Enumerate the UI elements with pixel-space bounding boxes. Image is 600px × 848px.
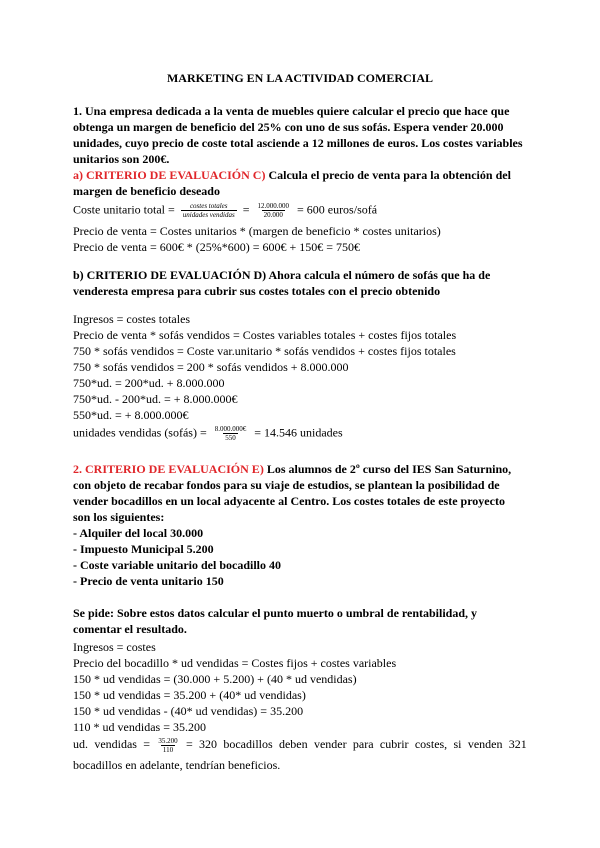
q2-heading — [73, 462, 511, 476]
qb-equation: 750*ud. - 200*ud. = + 8.000.000€ — [73, 392, 238, 406]
fraction-denominator: 110 — [162, 746, 174, 754]
result-word: 321 — [508, 737, 527, 751]
qb-heading-line-2: venderesta empresa para cubrir sus costes totales con el precio obtenido — [73, 284, 441, 298]
qb-equation: 750 * sofás vendidos = Coste var.unitario * sofás vendidos + costes fijos totales — [73, 344, 456, 358]
coste-prefix: Coste unitario total = — [73, 202, 178, 217]
se-pide-line-1: Se pide: Sobre estos datos calcular el punto muerto o umbral de rentabilidad, y — [73, 606, 478, 620]
result-word: = — [185, 737, 193, 751]
result-word: deben — [278, 737, 308, 751]
q2-line: son los siguientes: — [73, 510, 165, 524]
coste-suffix: = 600 euros/sofá — [293, 202, 378, 217]
q2-list-item: - Precio de venta unitario 150 — [73, 574, 224, 588]
result-word: bocadillos — [223, 737, 273, 751]
equals-sign: = — [239, 202, 253, 217]
result-word: = — [143, 737, 151, 751]
q2-list-item: - Alquiler del local 30.000 — [73, 526, 204, 540]
q2-equation: 110 * ud vendidas = 35.200 — [73, 720, 206, 734]
qb-equation: 550*ud. = + 8.000.000€ — [73, 408, 189, 422]
qa-criterio-label: a) CRITERIO DE EVALUACIÓN C) — [73, 168, 266, 182]
q2-heading-text: Los alumnos de 2º curso del IES San Saturnino, — [263, 462, 512, 476]
q2-equation: 150 * ud vendidas = 35.200 + (40* ud vendidas) — [73, 688, 306, 702]
qb-equation: Precio de venta * sofás vendidos = Costes variables totales + costes fijos totales — [73, 328, 457, 342]
q1-line-4: unitarios son 200€. — [73, 152, 170, 166]
q2-result-line-2: bocadillos en adelante, tendrían beneficios. — [73, 758, 281, 772]
fraction-bocadillos — [156, 737, 179, 754]
fraction-costes — [181, 202, 237, 219]
q2-equation: 150 * ud vendidas = (30.000 + 5.200) + (40 * ud vendidas) — [73, 672, 357, 686]
qa-heading — [73, 168, 511, 182]
q2-equation: Ingresos = costes — [73, 640, 156, 654]
unidades-suffix: = 14.546 unidades — [251, 425, 343, 440]
q2-line: vender bocadillos en un local adyacente al Centro. Los costes totales de este proyecto — [73, 494, 505, 508]
precio-calculation: Precio de venta = 600€ * (25%*600) = 600€ + 150€ = 750€ — [73, 240, 361, 254]
qa-heading-text: Calcula el precio de venta para la obtención del — [265, 168, 511, 182]
se-pide-line-2: comentar el resultado. — [73, 622, 187, 636]
q2-criterio-label: 2. CRITERIO DE EVALUACIÓN E) — [73, 462, 264, 476]
qb-equation: 750 * sofás vendidos = 200 * sofás vendidos + 8.000.000 — [73, 360, 349, 374]
q2-equation: Precio del bocadillo * ud vendidas = Costes fijos + costes variables — [73, 656, 397, 670]
qb-heading-line-1: b) CRITERIO DE EVALUACIÓN D) Ahora calcula el número de sofás que ha de — [73, 268, 491, 282]
unidades-vendidas-equation — [73, 425, 343, 442]
q1-line-2: obtenga un margen de beneficio del 25% con uno de sus sofás. Espera vender 20.000 — [73, 120, 504, 134]
qb-equation: 750*ud. = 200*ud. + 8.000.000 — [73, 376, 225, 390]
fraction-denominator: unidades vendidas — [182, 211, 235, 219]
fraction-denominator: 550 — [225, 434, 236, 442]
result-word: venden — [467, 737, 503, 751]
result-word: costes, — [414, 737, 448, 751]
result-word: vender — [313, 737, 347, 751]
q2-list-item: - Coste variable unitario del bocadillo 40 — [73, 558, 281, 572]
fraction-denominator: 20.000 — [263, 211, 283, 219]
result-word: si — [453, 737, 462, 751]
result-word: ud. — [73, 737, 88, 751]
q2-list-item: - Impuesto Municipal 5.200 — [73, 542, 214, 556]
q2-equation: 150 * ud vendidas - (40* ud vendidas) = 35.200 — [73, 704, 304, 718]
fraction-numerator: 8.000.000€ — [214, 425, 247, 433]
coste-unitario-equation — [73, 202, 377, 219]
result-word: 320 — [199, 737, 218, 751]
result-word: vendidas — [94, 737, 137, 751]
q1-line-1: 1. Una empresa dedicada a la venta de muebles quiere calcular el precio que hace que — [73, 104, 510, 118]
fraction-numerator: costes totales — [189, 202, 228, 210]
q1-line-3: unidades, cuyo precio de coste total asciende a 12 millones de euros. Los costes variables — [73, 136, 523, 150]
qb-equation: Ingresos = costes totales — [73, 312, 191, 326]
qa-heading-line-2: margen de beneficio deseado — [73, 184, 220, 198]
fraction-numerator: 12.000.000 — [257, 202, 289, 210]
fraction-numerator: 35.200 — [158, 737, 178, 745]
document-title: MARKETING EN LA ACTIVIDAD COMERCIAL — [166, 71, 434, 85]
fraction-unidades — [213, 425, 249, 442]
result-word: cubrir — [379, 737, 409, 751]
fraction-values — [255, 202, 291, 219]
result-word: para — [352, 737, 374, 751]
q2-line: con objeto de recabar fondos para su viaje de estudios, se plantean la posibilidad de — [73, 478, 500, 492]
unidades-prefix: unidades vendidas (sofás) = — [73, 425, 210, 440]
q2-result-line-1 — [73, 737, 527, 754]
precio-formula: Precio de venta = Costes unitarios * (margen de beneficio * costes unitarios) — [73, 224, 441, 238]
